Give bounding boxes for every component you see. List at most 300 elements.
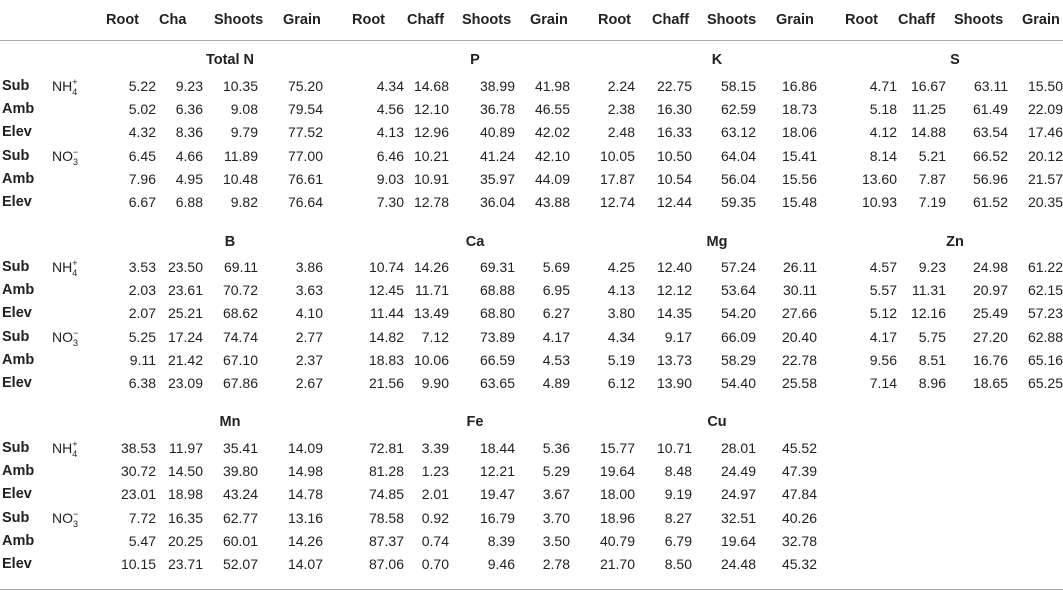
- table-cell: 25.21: [167, 305, 203, 321]
- table-cell: 14.26: [287, 533, 323, 549]
- table-cell: 63.11: [974, 78, 1008, 94]
- column-header: Chaff: [652, 12, 690, 28]
- table-cell: 74.74: [222, 329, 258, 345]
- table-cell: 6.45: [128, 148, 156, 164]
- table-cell: 3.70: [542, 510, 570, 526]
- table-cell: 4.34: [607, 329, 635, 345]
- table-cell: 43.24: [222, 486, 258, 502]
- table-cell: 12.10: [413, 101, 449, 117]
- table-cell: 47.84: [781, 486, 817, 502]
- table-cell: 22.78: [781, 352, 817, 368]
- table-cell: 14.26: [413, 259, 449, 275]
- table-cell: 77.00: [287, 148, 323, 164]
- table-cell: 24.98: [972, 259, 1008, 275]
- table-cell: 21.56: [368, 375, 404, 391]
- table-cell: 5.12: [869, 305, 897, 321]
- ion-subscript: 4: [72, 448, 78, 459]
- table-cell: 4.71: [869, 78, 897, 94]
- table-cell: 11.25: [912, 101, 946, 117]
- table-cell: 20.35: [1027, 194, 1063, 210]
- column-header: Shoots: [954, 12, 1004, 28]
- table-cell: 76.64: [287, 194, 323, 210]
- table-cell: 41.24: [479, 148, 515, 164]
- table-cell: 11.31: [912, 282, 946, 298]
- section-title: Zn: [946, 234, 964, 250]
- table-cell: 44.09: [534, 171, 570, 187]
- table-cell: 61.52: [972, 194, 1008, 210]
- table-cell: 14.78: [287, 486, 323, 502]
- table-cell: 4.13: [607, 282, 635, 298]
- row-label: Amb: [2, 101, 35, 117]
- table-cell: 30.72: [120, 463, 156, 479]
- table-cell: 8.39: [487, 533, 515, 549]
- table-cell: 9.56: [869, 352, 897, 368]
- table-cell: 10.54: [656, 171, 692, 187]
- table-cell: 56.04: [720, 171, 756, 187]
- table-cell: 2.38: [607, 101, 635, 117]
- table-cell: 15.41: [781, 148, 817, 164]
- table-cell: 4.10: [295, 305, 323, 321]
- row-label: Sub: [2, 148, 30, 164]
- ion-subscript: 3: [73, 156, 79, 167]
- no3-label: [52, 328, 79, 348]
- table-cell: 12.40: [656, 259, 692, 275]
- table-cell: 9.82: [230, 194, 258, 210]
- nh4-label: [52, 439, 78, 459]
- table-cell: 27.66: [781, 305, 817, 321]
- table-cell: 14.35: [656, 305, 692, 321]
- table-cell: 15.77: [599, 440, 635, 456]
- table-cell: 5.19: [607, 352, 635, 368]
- table-cell: 14.82: [368, 329, 404, 345]
- table-cell: 5.36: [542, 440, 570, 456]
- table-cell: 12.78: [413, 194, 449, 210]
- table-cell: 35.41: [222, 440, 258, 456]
- table-cell: 10.71: [656, 440, 692, 456]
- table-cell: 9.23: [175, 78, 203, 94]
- table-cell: 17.24: [167, 329, 203, 345]
- table-cell: 78.58: [368, 510, 404, 526]
- row-label: Amb: [2, 352, 35, 368]
- table-cell: 23.71: [167, 556, 203, 572]
- table-cell: 11.71: [415, 282, 449, 298]
- table-cell: 24.48: [720, 556, 756, 572]
- no3-label: [52, 147, 79, 167]
- column-header: Shoots: [462, 12, 512, 28]
- table-cell: 75.20: [287, 78, 323, 94]
- table-cell: 10.06: [413, 352, 449, 368]
- row-label: Amb: [2, 171, 35, 187]
- table-cell: 61.22: [1027, 259, 1063, 275]
- row-label: Sub: [2, 329, 30, 345]
- table-cell: 18.98: [167, 486, 203, 502]
- table-cell: 2.77: [295, 329, 323, 345]
- table-cell: 2.67: [295, 375, 323, 391]
- table-cell: 81.28: [368, 463, 404, 479]
- table-cell: 4.32: [128, 124, 156, 140]
- table-cell: 18.73: [781, 101, 817, 117]
- table-cell: 4.34: [376, 78, 404, 94]
- row-label: Elev: [2, 124, 32, 140]
- ion-superscript: −: [73, 328, 79, 339]
- table-cell: 63.65: [479, 375, 515, 391]
- table-cell: 30.11: [783, 282, 817, 298]
- table-cell: 8.96: [918, 375, 946, 391]
- table-cell: 65.16: [1027, 352, 1063, 368]
- table-cell: 6.27: [542, 305, 570, 321]
- table-cell: 35.97: [479, 171, 515, 187]
- table-cell: 7.30: [376, 194, 404, 210]
- table-cell: 63.12: [720, 124, 756, 140]
- table-cell: 16.33: [656, 124, 692, 140]
- table-cell: 9.23: [918, 259, 946, 275]
- table-cell: 5.47: [128, 533, 156, 549]
- table-cell: 36.78: [479, 101, 515, 117]
- ion-base: NH: [52, 78, 73, 94]
- table-cell: 12.74: [599, 194, 635, 210]
- table-cell: 18.83: [368, 352, 404, 368]
- column-header: Grain: [776, 12, 814, 28]
- table-cell: 40.89: [479, 124, 515, 140]
- nh4-label: [52, 258, 78, 278]
- table-cell: 10.91: [413, 171, 449, 187]
- table-cell: 4.12: [869, 124, 897, 140]
- table-cell: 3.50: [542, 533, 570, 549]
- column-header: Chaff: [898, 12, 936, 28]
- table-cell: 4.89: [542, 375, 570, 391]
- table-cell: 4.95: [175, 171, 203, 187]
- ion-subscript: 3: [73, 337, 79, 348]
- table-cell: 21.57: [1027, 171, 1063, 187]
- table-cell: 62.88: [1027, 329, 1063, 345]
- section-title: K: [711, 52, 723, 68]
- table-cell: 23.50: [167, 259, 203, 275]
- table-cell: 4.66: [175, 148, 203, 164]
- column-header: Root: [106, 12, 140, 28]
- table-cell: 5.21: [918, 148, 946, 164]
- table-cell: 15.50: [1027, 78, 1063, 94]
- table-cell: 24.97: [720, 486, 756, 502]
- table-cell: 21.42: [167, 352, 203, 368]
- section-title: Ca: [465, 234, 485, 250]
- table-cell: 4.17: [542, 329, 570, 345]
- table-cell: 6.79: [664, 533, 692, 549]
- table-cell: 3.63: [295, 282, 323, 298]
- table-cell: 58.15: [720, 78, 756, 94]
- table-cell: 2.01: [421, 486, 449, 502]
- table-cell: 14.88: [910, 124, 946, 140]
- table-cell: 10.21: [413, 148, 449, 164]
- table-cell: 11.89: [224, 148, 258, 164]
- section-title: Mn: [219, 414, 241, 430]
- table-cell: 5.75: [918, 329, 946, 345]
- table-cell: 5.25: [128, 329, 156, 345]
- table-cell: 32.78: [781, 533, 817, 549]
- table-cell: 23.01: [120, 486, 156, 502]
- ion-subscript: 3: [73, 518, 79, 529]
- table-cell: 9.79: [230, 124, 258, 140]
- table-cell: 16.79: [479, 510, 515, 526]
- table-cell: 2.03: [128, 282, 156, 298]
- table-cell: 42.10: [534, 148, 570, 164]
- table-cell: 0.74: [421, 533, 449, 549]
- table-cell: 3.86: [295, 259, 323, 275]
- table-cell: 72.81: [368, 440, 404, 456]
- table-cell: 23.61: [167, 282, 203, 298]
- table-cell: 9.03: [376, 171, 404, 187]
- table-cell: 32.51: [720, 510, 756, 526]
- column-header: Chaff: [407, 12, 445, 28]
- table-cell: 8.27: [664, 510, 692, 526]
- table-cell: 14.68: [413, 78, 449, 94]
- section-title: B: [224, 234, 236, 250]
- table-cell: 15.56: [781, 171, 817, 187]
- table-cell: 1.23: [421, 463, 449, 479]
- table-cell: 6.36: [175, 101, 203, 117]
- table-cell: 2.07: [128, 305, 156, 321]
- table-cell: 14.98: [287, 463, 323, 479]
- table-cell: 20.97: [972, 282, 1008, 298]
- table-cell: 62.15: [1027, 282, 1063, 298]
- table-cell: 5.02: [128, 101, 156, 117]
- table-cell: 4.56: [376, 101, 404, 117]
- row-label: Elev: [2, 194, 32, 210]
- table-cell: 27.20: [972, 329, 1008, 345]
- table-cell: 2.48: [607, 124, 635, 140]
- table-cell: 18.00: [599, 486, 635, 502]
- table-cell: 3.80: [607, 305, 635, 321]
- row-label: Elev: [2, 556, 32, 572]
- ion-base: NH: [52, 440, 73, 456]
- table-cell: 10.74: [368, 259, 404, 275]
- table-cell: 9.90: [421, 375, 449, 391]
- section-title: S: [950, 52, 960, 68]
- table-cell: 12.44: [656, 194, 692, 210]
- table-cell: 14.07: [287, 556, 323, 572]
- no3-label: [52, 509, 79, 529]
- table-cell: 64.04: [720, 148, 756, 164]
- table-cell: 10.35: [222, 78, 258, 94]
- header-rule: [0, 40, 1063, 41]
- table-cell: 7.72: [128, 510, 156, 526]
- table-cell: 9.19: [664, 486, 692, 502]
- table-cell: 58.29: [720, 352, 756, 368]
- table-cell: 2.24: [607, 78, 635, 94]
- row-label: Elev: [2, 305, 32, 321]
- table-cell: 76.61: [287, 171, 323, 187]
- table-cell: 2.78: [542, 556, 570, 572]
- table-cell: 7.14: [869, 375, 897, 391]
- table-cell: 18.44: [479, 440, 515, 456]
- table-cell: 69.11: [224, 259, 258, 275]
- table-cell: 25.49: [972, 305, 1008, 321]
- row-label: Elev: [2, 375, 32, 391]
- table-cell: 5.18: [869, 101, 897, 117]
- table-cell: 79.54: [287, 101, 323, 117]
- table-cell: 62.59: [720, 101, 756, 117]
- table-cell: 68.80: [479, 305, 515, 321]
- table-cell: 62.77: [222, 510, 258, 526]
- table-cell: 6.88: [175, 194, 203, 210]
- table-cell: 14.09: [287, 440, 323, 456]
- table-cell: 67.86: [222, 375, 258, 391]
- table-cell: 22.75: [656, 78, 692, 94]
- table-cell: 60.01: [222, 533, 258, 549]
- table-cell: 13.16: [287, 510, 323, 526]
- column-header: Grain: [530, 12, 568, 28]
- ion-subscript: 4: [72, 267, 78, 278]
- section-title: Fe: [466, 414, 484, 430]
- table-cell: 4.13: [376, 124, 404, 140]
- table-cell: 18.06: [781, 124, 817, 140]
- ion-superscript: +: [72, 77, 78, 88]
- table-cell: 7.87: [918, 171, 946, 187]
- table-cell: 57.24: [720, 259, 756, 275]
- row-label: Sub: [2, 510, 30, 526]
- table-cell: 20.40: [781, 329, 817, 345]
- table-cell: 6.12: [607, 375, 635, 391]
- table-cell: 0.70: [421, 556, 449, 572]
- table-cell: 54.40: [720, 375, 756, 391]
- table-cell: 23.09: [167, 375, 203, 391]
- table-cell: 68.88: [479, 282, 515, 298]
- table-cell: 5.29: [542, 463, 570, 479]
- table-cell: 4.57: [869, 259, 897, 275]
- table-cell: 45.32: [781, 556, 817, 572]
- table-cell: 66.59: [479, 352, 515, 368]
- table-cell: 2.37: [295, 352, 323, 368]
- table-cell: 11.97: [169, 440, 203, 456]
- table-cell: 5.69: [542, 259, 570, 275]
- table-cell: 14.50: [167, 463, 203, 479]
- nh4-label: [52, 77, 78, 97]
- table-cell: 73.89: [479, 329, 515, 345]
- ion-base: NO: [52, 329, 73, 345]
- table-cell: 87.06: [368, 556, 404, 572]
- table-cell: 8.36: [175, 124, 203, 140]
- column-header: Grain: [283, 12, 321, 28]
- table-cell: 68.62: [222, 305, 258, 321]
- table-cell: 56.96: [972, 171, 1008, 187]
- table-cell: 26.11: [783, 259, 817, 275]
- row-label: Amb: [2, 463, 35, 479]
- table-cell: 15.48: [781, 194, 817, 210]
- table-cell: 40.79: [599, 533, 635, 549]
- table-cell: 18.96: [599, 510, 635, 526]
- table-cell: 21.70: [599, 556, 635, 572]
- table-cell: 69.31: [479, 259, 515, 275]
- table-cell: 4.17: [869, 329, 897, 345]
- ion-superscript: +: [72, 439, 78, 450]
- row-label: Sub: [2, 440, 30, 456]
- table-cell: 17.87: [599, 171, 635, 187]
- table-cell: 16.67: [910, 78, 946, 94]
- ion-base: NO: [52, 510, 73, 526]
- table-cell: 11.44: [370, 305, 404, 321]
- table-cell: 18.65: [972, 375, 1008, 391]
- table-cell: 5.22: [128, 78, 156, 94]
- table-cell: 20.12: [1027, 148, 1063, 164]
- ion-base: NO: [52, 148, 73, 164]
- table-cell: 36.04: [479, 194, 515, 210]
- table-cell: 12.96: [413, 124, 449, 140]
- table-cell: 38.53: [120, 440, 156, 456]
- table-cell: 16.76: [972, 352, 1008, 368]
- table-cell: 12.45: [368, 282, 404, 298]
- row-label: Elev: [2, 486, 32, 502]
- ion-superscript: −: [73, 509, 79, 520]
- table-cell: 53.64: [720, 282, 756, 298]
- table-cell: 9.11: [129, 352, 156, 368]
- table-cell: 17.46: [1027, 124, 1063, 140]
- table-cell: 10.50: [656, 148, 692, 164]
- column-header: Root: [352, 12, 386, 28]
- table-cell: 28.01: [720, 440, 756, 456]
- table-cell: 54.20: [720, 305, 756, 321]
- table-cell: 4.53: [542, 352, 570, 368]
- table-cell: 6.95: [542, 282, 570, 298]
- table-cell: 12.12: [656, 282, 692, 298]
- table-cell: 10.15: [120, 556, 156, 572]
- table-cell: 13.49: [413, 305, 449, 321]
- table-cell: 5.57: [869, 282, 897, 298]
- table-cell: 40.26: [781, 510, 817, 526]
- table-cell: 13.73: [656, 352, 692, 368]
- table-cell: 9.08: [230, 101, 258, 117]
- table-cell: 16.86: [781, 78, 817, 94]
- table-cell: 3.53: [128, 259, 156, 275]
- ion-superscript: +: [72, 258, 78, 269]
- table-cell: 3.67: [542, 486, 570, 502]
- bottom-rule: [0, 589, 1063, 590]
- table-cell: 10.93: [861, 194, 897, 210]
- ion-subscript: 4: [72, 86, 78, 97]
- table-cell: 52.07: [222, 556, 258, 572]
- table-cell: 74.85: [368, 486, 404, 502]
- ion-superscript: −: [73, 147, 79, 158]
- table-cell: 24.49: [720, 463, 756, 479]
- row-label: Amb: [2, 282, 35, 298]
- table-cell: 16.30: [656, 101, 692, 117]
- column-header: Cha: [159, 12, 187, 28]
- table-cell: 12.21: [479, 463, 515, 479]
- section-title: P: [470, 52, 480, 68]
- table-cell: 8.51: [918, 352, 946, 368]
- row-label: Amb: [2, 533, 35, 549]
- table-cell: 46.55: [534, 101, 570, 117]
- table-cell: 19.47: [479, 486, 515, 502]
- table-cell: 63.54: [972, 124, 1008, 140]
- table-cell: 8.48: [664, 463, 692, 479]
- table-cell: 9.46: [487, 556, 515, 572]
- table-cell: 3.39: [421, 440, 449, 456]
- column-header: Root: [845, 12, 879, 28]
- table-cell: 10.05: [599, 148, 635, 164]
- table-cell: 6.46: [376, 148, 404, 164]
- table-cell: 7.96: [128, 171, 156, 187]
- table-cell: 65.25: [1027, 375, 1063, 391]
- table-cell: 20.25: [167, 533, 203, 549]
- table-cell: 13.90: [656, 375, 692, 391]
- table-cell: 8.14: [869, 148, 897, 164]
- column-header: Shoots: [707, 12, 757, 28]
- table-cell: 77.52: [287, 124, 323, 140]
- table-cell: 39.80: [222, 463, 258, 479]
- table-cell: 19.64: [599, 463, 635, 479]
- section-title: Mg: [706, 234, 728, 250]
- column-header: Shoots: [214, 12, 264, 28]
- table-cell: 4.25: [607, 259, 635, 275]
